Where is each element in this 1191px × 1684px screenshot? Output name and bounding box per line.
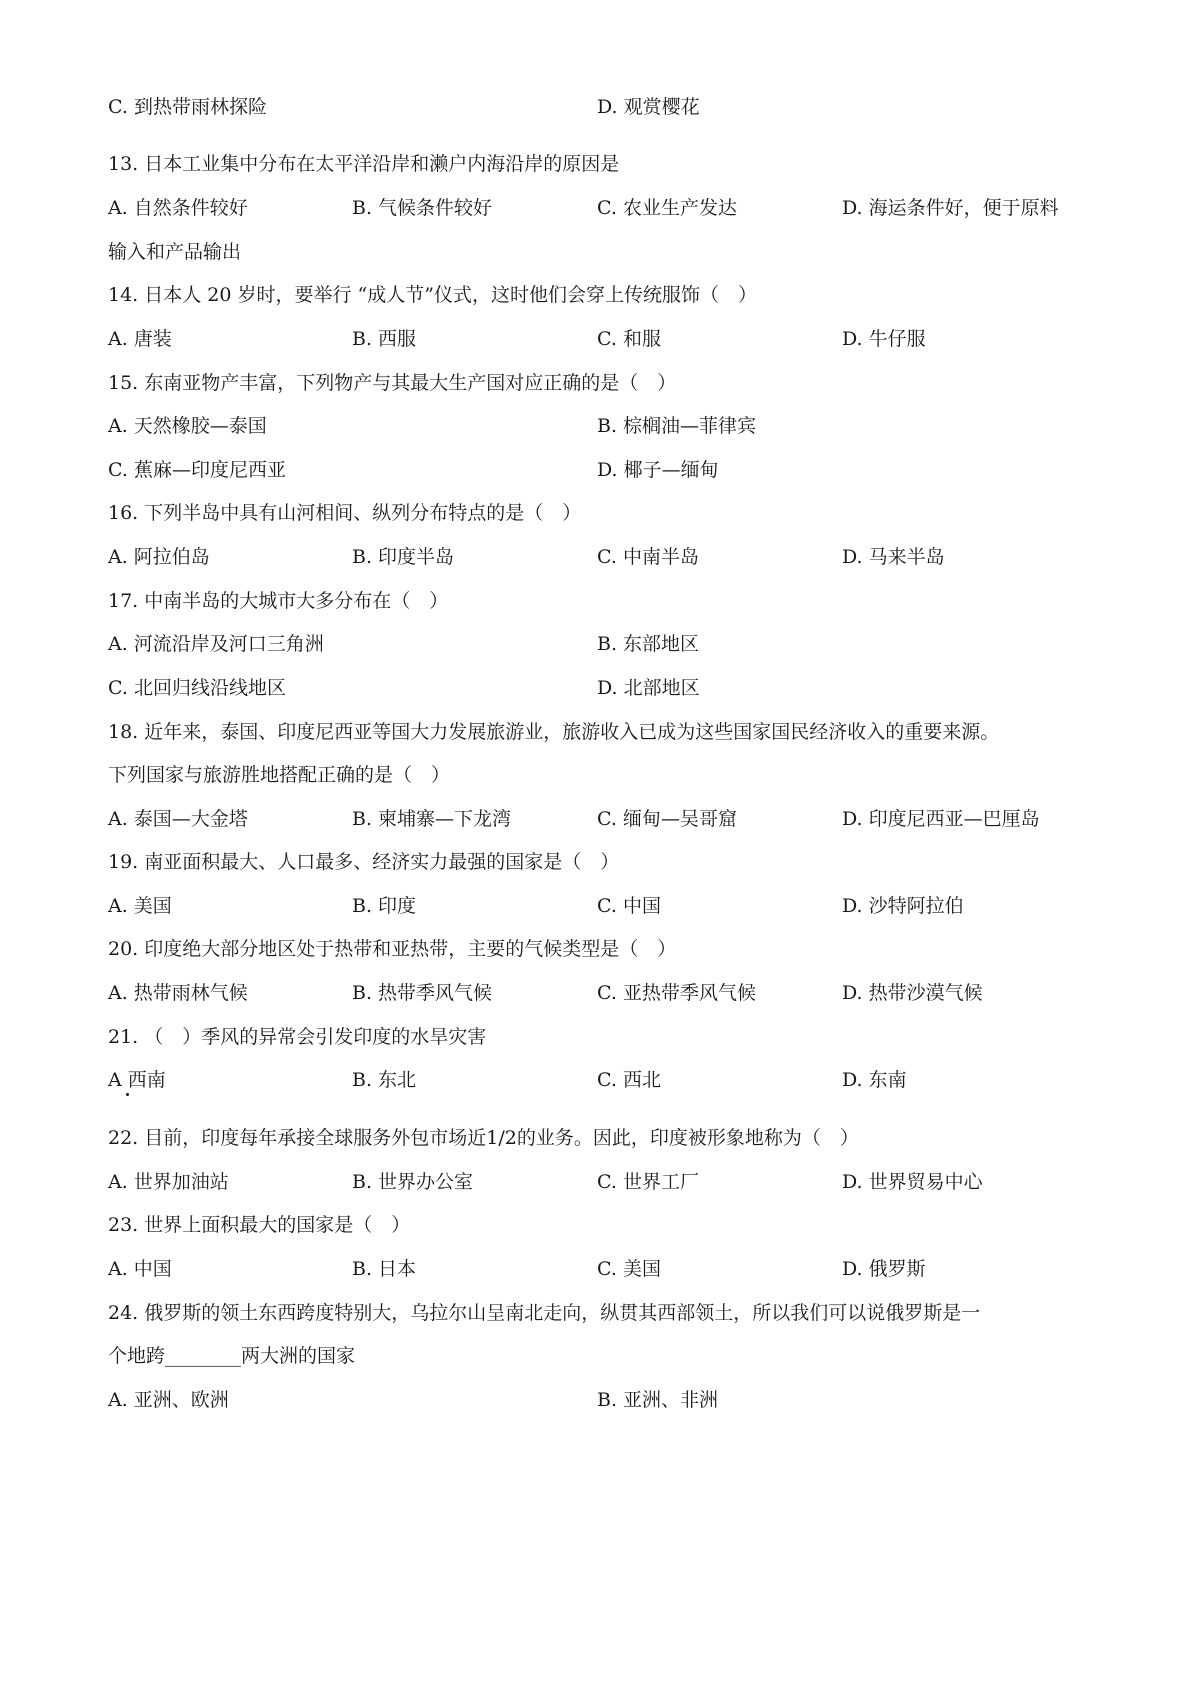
q22-option-b: B. 世界办公室 bbox=[352, 1171, 474, 1193]
q18-option-b: B. 柬埔寨—下龙湾 bbox=[352, 808, 512, 830]
q17-option-c: C. 北回归线沿线地区 bbox=[108, 677, 286, 699]
q24-option-a: A. 亚洲、欧洲 bbox=[108, 1389, 229, 1411]
q18-option-c: C. 缅甸—吴哥窟 bbox=[597, 808, 737, 830]
q13-option-b: B. 气候条件较好 bbox=[352, 197, 493, 219]
q13-option-a: A. 自然条件较好 bbox=[108, 197, 248, 219]
q21-stem: 21. （ ）季风的异常会引发印度的水旱灾害 bbox=[108, 1026, 487, 1048]
q19-option-b: B. 印度 bbox=[352, 895, 417, 917]
q17-option-a: A. 河流沿岸及河口三角洲 bbox=[108, 633, 324, 655]
q16-stem: 16. 下列半岛中具有山河相间、纵列分布特点的是（ ） bbox=[108, 502, 582, 524]
q20-option-d: D. 热带沙漠气候 bbox=[842, 982, 983, 1004]
q24-stem-continued: 个地跨________两大洲的国家 bbox=[108, 1345, 356, 1367]
q15-option-b: B. 棕榈油—菲律宾 bbox=[597, 415, 757, 437]
q20-option-c: C. 亚热带季风气候 bbox=[597, 982, 756, 1004]
q13-stem: 13. 日本工业集中分布在太平洋沿岸和濑户内海沿岸的原因是 bbox=[108, 153, 620, 175]
q23-option-d: D. 俄罗斯 bbox=[842, 1258, 926, 1280]
q15-option-a: A. 天然橡胶—泰国 bbox=[108, 415, 267, 437]
q19-option-c: C. 中国 bbox=[597, 895, 661, 917]
q14-option-b: B. 西服 bbox=[352, 328, 417, 350]
q15-stem: 15. 东南亚物产丰富，下列物产与其最大生产国对应正确的是（ ） bbox=[108, 372, 677, 394]
q15-option-d: D. 椰子—缅甸 bbox=[597, 459, 719, 481]
q20-option-a: A. 热带雨林气候 bbox=[108, 982, 248, 1004]
q24-option-b: B. 亚洲、非洲 bbox=[597, 1389, 719, 1411]
q17-stem: 17. 中南半岛的大城市大多分布在（ ） bbox=[108, 590, 449, 612]
q14-option-d: D. 牛仔服 bbox=[842, 328, 926, 350]
q14-option-c: C. 和服 bbox=[597, 328, 661, 350]
q13-option-c: C. 农业生产发达 bbox=[597, 197, 737, 219]
q21-stray-dot bbox=[126, 1093, 129, 1096]
q13-option-d: D. 海运条件好，便于原料 bbox=[842, 197, 1059, 219]
q14-option-a: A. 唐装 bbox=[108, 328, 172, 350]
q20-option-b: B. 热带季风气候 bbox=[352, 982, 493, 1004]
q21-option-c: C. 西北 bbox=[597, 1069, 661, 1091]
q19-option-d: D. 沙特阿拉伯 bbox=[842, 895, 964, 917]
q23-option-c: C. 美国 bbox=[597, 1258, 661, 1280]
q23-option-a: A. 中国 bbox=[108, 1258, 172, 1280]
q19-stem: 19. 南亚面积最大、人口最多、经济实力最强的国家是（ ） bbox=[108, 851, 620, 873]
q17-option-d: D. 北部地区 bbox=[597, 677, 700, 699]
q12-option-c: C. 到热带雨林探险 bbox=[108, 96, 267, 118]
q18-option-d: D. 印度尼西亚—巴厘岛 bbox=[842, 808, 1040, 830]
q21-option-d: D. 东南 bbox=[842, 1069, 907, 1091]
q18-option-a: A. 泰国—大金塔 bbox=[108, 808, 248, 830]
q12-option-d: D. 观赏樱花 bbox=[597, 96, 700, 118]
q21-option-a: A 西南 bbox=[108, 1069, 166, 1091]
q20-stem: 20. 印度绝大部分地区处于热带和亚热带，主要的气候类型是（ ） bbox=[108, 938, 677, 960]
q19-option-a: A. 美国 bbox=[108, 895, 172, 917]
q13-option-d-continued: 输入和产品输出 bbox=[108, 241, 242, 263]
q17-option-b: B. 东部地区 bbox=[597, 633, 700, 655]
q22-option-a: A. 世界加油站 bbox=[108, 1171, 229, 1193]
q18-stem: 18. 近年来，泰国、印度尼西亚等国大力发展旅游业，旅游收入已成为这些国家国民经济收入的重要来源。 bbox=[108, 721, 1000, 743]
q22-option-d: D. 世界贸易中心 bbox=[842, 1171, 983, 1193]
q16-option-b: B. 印度半岛 bbox=[352, 546, 455, 568]
q18-stem-continued: 下列国家与旅游胜地搭配正确的是（ ） bbox=[108, 764, 451, 786]
q22-stem: 22. 目前，印度每年承接全球服务外包市场近1/2的业务。因此，印度被形象地称为（ ） bbox=[108, 1127, 859, 1149]
q14-stem: 14. 日本人 20 岁时，要举行 “成人节”仪式，这时他们会穿上传统服饰（ ） bbox=[108, 284, 757, 306]
q16-option-a: A. 阿拉伯岛 bbox=[108, 546, 210, 568]
q16-option-c: C. 中南半岛 bbox=[597, 546, 699, 568]
q24-stem: 24. 俄罗斯的领土东西跨度特别大，乌拉尔山呈南北走向，纵贯其西部领土，所以我们可以说俄罗斯是一 bbox=[108, 1302, 981, 1324]
q16-option-d: D. 马来半岛 bbox=[842, 546, 945, 568]
q23-option-b: B. 日本 bbox=[352, 1258, 417, 1280]
q15-option-c: C. 蕉麻—印度尼西亚 bbox=[108, 459, 286, 481]
q22-option-c: C. 世界工厂 bbox=[597, 1171, 699, 1193]
q21-option-b: B. 东北 bbox=[352, 1069, 417, 1091]
q23-stem: 23. 世界上面积最大的国家是（ ） bbox=[108, 1214, 411, 1236]
